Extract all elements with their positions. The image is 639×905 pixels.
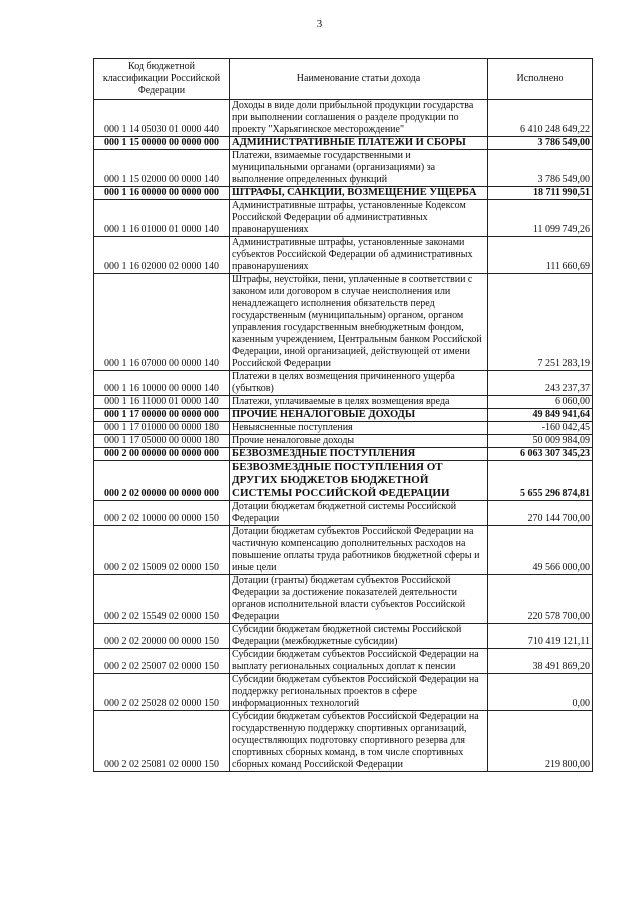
- row-code: 000 1 15 00000 00 0000 000: [94, 137, 230, 150]
- row-value: 0,00: [488, 674, 593, 711]
- row-name: Платежи, взимаемые государственными и муниципальными органами (организациями) за выполнение определенных функций: [230, 150, 488, 187]
- row-value: 49 849 941,64: [488, 409, 593, 422]
- table-row: [94, 501, 593, 526]
- row-value: 270 144 700,00: [488, 501, 593, 526]
- row-code: 000 2 02 20000 00 0000 150: [94, 624, 230, 649]
- table-row: [94, 200, 593, 237]
- row-value: 49 566 000,00: [488, 526, 593, 575]
- page-number: 3: [316, 18, 323, 30]
- header-code: Код бюджетной классификации Российской Федерации: [94, 59, 230, 100]
- row-name: Доходы в виде доли прибыльной продукции государства при выполнении соглашения о разделе продукции по проекту "Харьягинское месторождение": [230, 100, 488, 137]
- row-value: 5 655 296 874,81: [488, 461, 593, 501]
- row-code: 000 2 02 00000 00 0000 000: [94, 461, 230, 501]
- row-value: 3 786 549,00: [488, 137, 593, 150]
- row-value: 219 800,00: [488, 711, 593, 772]
- row-code: 000 1 16 02000 02 0000 140: [94, 237, 230, 274]
- row-value: 7 251 283,19: [488, 274, 593, 371]
- table-row: [94, 100, 593, 137]
- row-value: 243 237,37: [488, 371, 593, 396]
- table-row: [94, 422, 593, 435]
- row-value: 38 491 869,20: [488, 649, 593, 674]
- row-code: 000 2 02 15549 02 0000 150: [94, 575, 230, 624]
- row-value: 50 009 984,09: [488, 435, 593, 448]
- row-code: 000 1 16 01000 01 0000 140: [94, 200, 230, 237]
- header-name: Наименование статьи дохода: [230, 59, 488, 100]
- row-name: Штрафы, неустойки, пени, уплаченные в соответствии с законом или договором в случае неисполнения или ненадлежащего исполнения обязательств перед государственным (муниципальным) органом, органом управления государственным внебюджетным фондом, казенным учреждением, Центральным банком Российской Федерации, иной организацией, действующей от имени Российской Федерации: [230, 274, 488, 371]
- table-row: [94, 396, 593, 409]
- table-row: [94, 448, 593, 461]
- row-name: Дотации (гранты) бюджетам субъектов Российской Федерации за достижение показателей деятельности органов исполнительной власти субъектов Российской Федерации: [230, 575, 488, 624]
- header-value: Исполнено: [488, 59, 593, 100]
- row-name: Субсидии бюджетам бюджетной системы Российской Федерации (межбюджетные субсидии): [230, 624, 488, 649]
- row-value: 3 786 549,00: [488, 150, 593, 187]
- row-name: Административные штрафы, установленные Кодексом Российской Федерации об административных правонарушениях: [230, 200, 488, 237]
- row-value: 6 060,00: [488, 396, 593, 409]
- row-name: Невыясненные поступления: [230, 422, 488, 435]
- row-code: 000 2 00 00000 00 0000 000: [94, 448, 230, 461]
- table-row: [94, 187, 593, 200]
- row-code: 000 1 16 00000 00 0000 000: [94, 187, 230, 200]
- table-row: [94, 409, 593, 422]
- row-code: 000 1 17 01000 00 0000 180: [94, 422, 230, 435]
- row-code: 000 1 16 11000 01 0000 140: [94, 396, 230, 409]
- row-code: 000 2 02 25081 02 0000 150: [94, 711, 230, 772]
- row-value: 18 711 990,51: [488, 187, 593, 200]
- table-row: [94, 526, 593, 575]
- row-code: 000 1 16 07000 00 0000 140: [94, 274, 230, 371]
- table-row: [94, 674, 593, 711]
- row-name: БЕЗВОЗМЕЗДНЫЕ ПОСТУПЛЕНИЯ: [230, 448, 488, 461]
- table-row: [94, 435, 593, 448]
- row-code: 000 1 15 02000 00 0000 140: [94, 150, 230, 187]
- row-code: 000 2 02 25007 02 0000 150: [94, 649, 230, 674]
- table-row: [94, 711, 593, 772]
- row-code: 000 2 02 25028 02 0000 150: [94, 674, 230, 711]
- table-row: [94, 371, 593, 396]
- row-name: Платежи, уплачиваемые в целях возмещения вреда: [230, 396, 488, 409]
- row-name: Дотации бюджетам субъектов Российской Федерации на частичную компенсацию дополнительных расходов на повышение оплаты труда работников бюджетной сферы и иные цели: [230, 526, 488, 575]
- row-code: 000 1 17 05000 00 0000 180: [94, 435, 230, 448]
- row-value: 6 410 248 649,22: [488, 100, 593, 137]
- table-row: [94, 461, 593, 501]
- row-code: 000 1 14 05030 01 0000 440: [94, 100, 230, 137]
- table-row: [94, 649, 593, 674]
- table-row: [94, 237, 593, 274]
- row-value: 6 063 307 345,23: [488, 448, 593, 461]
- row-name: Административные штрафы, установленные законами субъектов Российской Федерации об административных правонарушениях: [230, 237, 488, 274]
- row-value: 11 099 749,26: [488, 200, 593, 237]
- row-code: 000 2 02 10000 00 0000 150: [94, 501, 230, 526]
- row-name: Субсидии бюджетам субъектов Российской Федерации на государственную поддержку спортивных организаций, осуществляющих подготовку спортивного резерва для спортивных сборных команд, в том числе спортивных сборных команд Российской Федерации: [230, 711, 488, 772]
- revenue-table: [93, 58, 593, 772]
- row-value: -160 042,45: [488, 422, 593, 435]
- row-value: 111 660,69: [488, 237, 593, 274]
- table-header-row: [94, 59, 593, 100]
- row-value: 710 419 121,11: [488, 624, 593, 649]
- row-code: 000 1 17 00000 00 0000 000: [94, 409, 230, 422]
- table-row: [94, 274, 593, 371]
- row-code: 000 2 02 15009 02 0000 150: [94, 526, 230, 575]
- table-row: [94, 150, 593, 187]
- row-name: ШТРАФЫ, САНКЦИИ, ВОЗМЕЩЕНИЕ УЩЕРБА: [230, 187, 488, 200]
- row-name: ПРОЧИЕ НЕНАЛОГОВЫЕ ДОХОДЫ: [230, 409, 488, 422]
- row-name: Дотации бюджетам бюджетной системы Российской Федерации: [230, 501, 488, 526]
- row-name: Субсидии бюджетам субъектов Российской Федерации на поддержку региональных проектов в сфере информационных технологий: [230, 674, 488, 711]
- table-row: [94, 137, 593, 150]
- table-row: [94, 575, 593, 624]
- row-name: АДМИНИСТРАТИВНЫЕ ПЛАТЕЖИ И СБОРЫ: [230, 137, 488, 150]
- row-code: 000 1 16 10000 00 0000 140: [94, 371, 230, 396]
- row-name: Прочие неналоговые доходы: [230, 435, 488, 448]
- table-body: [94, 100, 593, 772]
- table-row: [94, 624, 593, 649]
- row-value: 220 578 700,00: [488, 575, 593, 624]
- row-name: Платежи в целях возмещения причиненного ущерба (убытков): [230, 371, 488, 396]
- row-name: Субсидии бюджетам субъектов Российской Федерации на выплату региональных социальных доплат к пенсии: [230, 649, 488, 674]
- row-name: БЕЗВОЗМЕЗДНЫЕ ПОСТУПЛЕНИЯ ОТ ДРУГИХ БЮДЖЕТОВ БЮДЖЕТНОЙ СИСТЕМЫ РОССИЙСКОЙ ФЕДЕРАЦИИ: [230, 461, 488, 501]
